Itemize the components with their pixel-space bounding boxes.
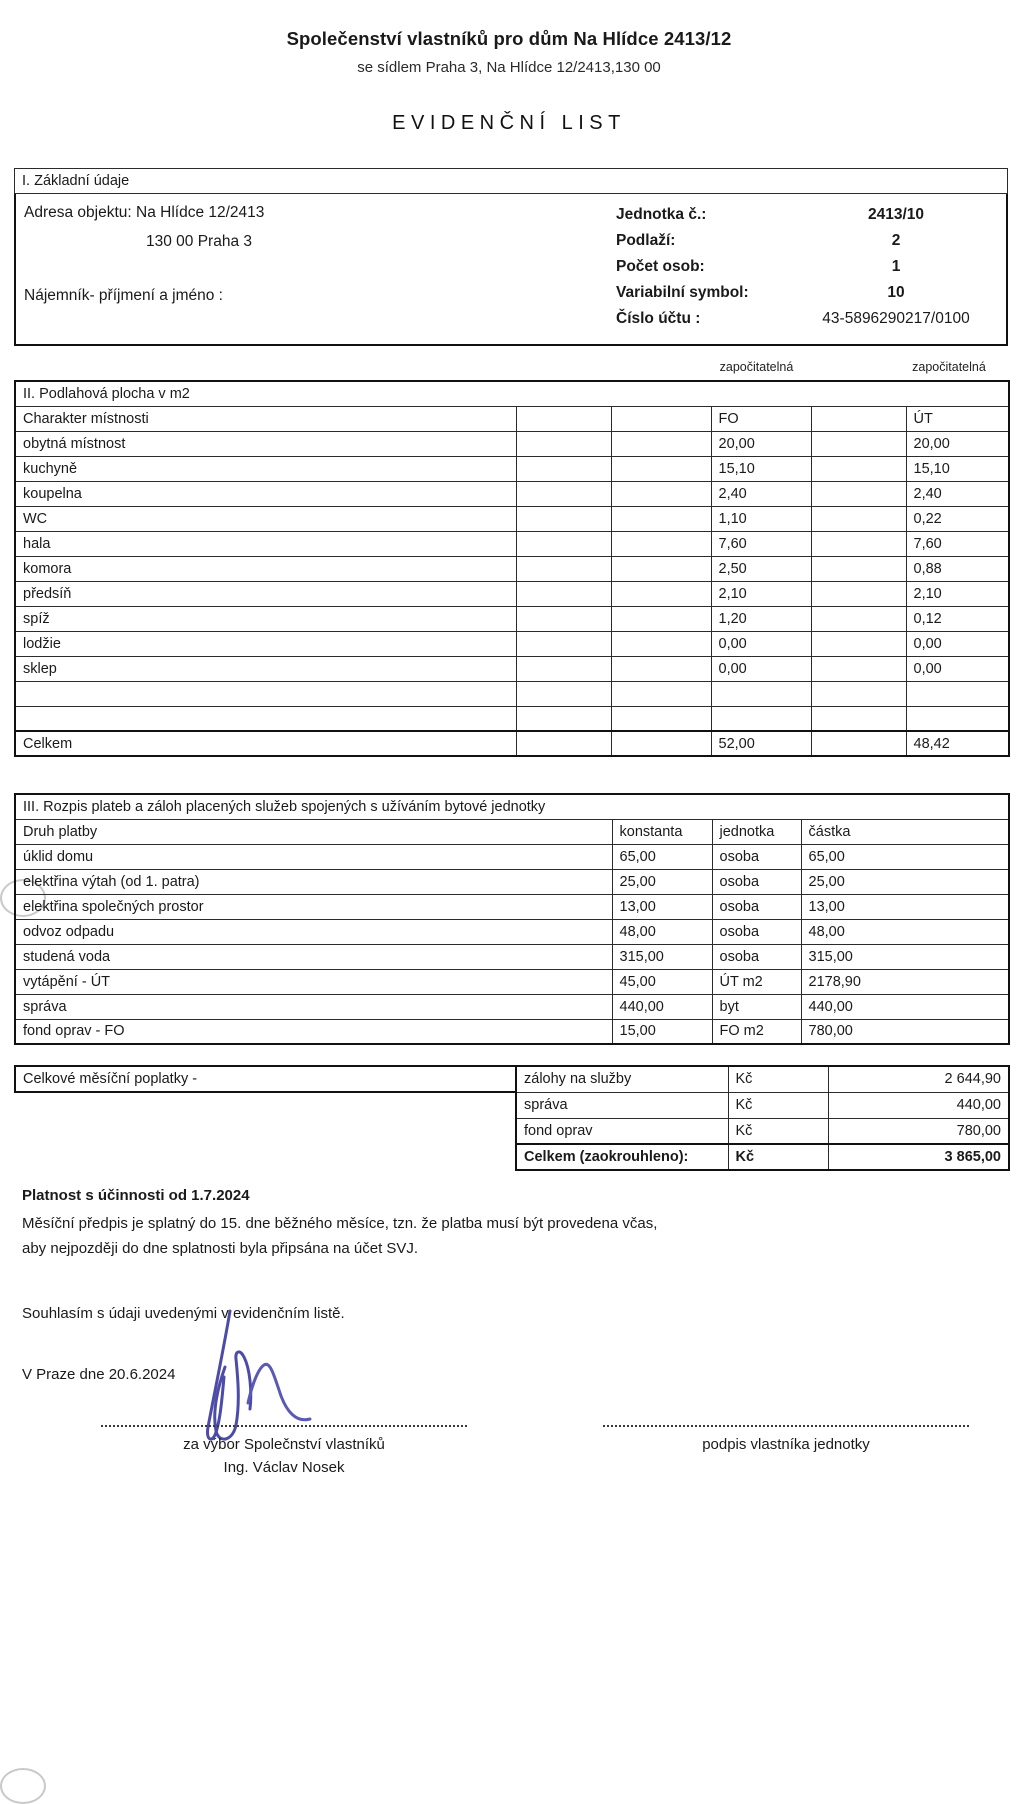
document-type-title: EVIDENČNÍ LIST xyxy=(392,112,626,134)
table-row xyxy=(15,944,1009,969)
summary-name: zálohy na služby xyxy=(516,1066,728,1092)
signature-right xyxy=(516,1425,1018,1453)
room-blank-2 xyxy=(611,556,711,581)
room-name: předsíň xyxy=(15,581,516,606)
summary-rows xyxy=(516,1066,1009,1170)
total-label: Celkem xyxy=(15,731,516,756)
monthly-total-label: Celkové měsíční poplatky - xyxy=(14,1065,515,1093)
payment-type: odvoz odpadu xyxy=(15,919,612,944)
payment-unit: FO m2 xyxy=(712,1019,801,1044)
signature-right-role: podpis vlastníka jednotky xyxy=(702,1436,870,1453)
room-blank-3 xyxy=(811,631,906,656)
table-row xyxy=(15,994,1009,1019)
validity-text: Platnost s účinnosti od 1.7.2024 xyxy=(22,1187,250,1204)
fact-value: 1 xyxy=(891,258,901,275)
room-blank-3 xyxy=(811,681,906,706)
payment-type: správa xyxy=(15,994,612,1019)
summary-currency: Kč xyxy=(728,1118,828,1144)
summary-amount: 2 644,90 xyxy=(828,1066,1009,1092)
room-blank-2 xyxy=(611,606,711,631)
summary-block xyxy=(515,1065,1008,1171)
organization-seat: se sídlem Praha 3, Na Hlídce 12/2413,130 00 xyxy=(357,59,661,76)
payment-constant: 48,00 xyxy=(612,919,712,944)
room-ut-value: 0,22 xyxy=(906,506,1009,531)
fact-label: Variabilní symbol: xyxy=(616,284,749,301)
table-row xyxy=(15,506,1009,531)
section-floor-area xyxy=(14,360,1008,757)
payment-amount: 2178,90 xyxy=(801,969,1009,994)
signature-line-right xyxy=(603,1425,969,1427)
fact-value: 2 xyxy=(891,232,901,249)
payment-type: studená voda xyxy=(15,944,612,969)
room-fo-value: 2,40 xyxy=(711,481,811,506)
note-line-2: aby nejpozději do dne splatnosti byla připsána na účet SVJ. xyxy=(22,1240,419,1257)
room-blank-1 xyxy=(516,681,611,706)
total-fo-value: 52,00 xyxy=(711,731,811,756)
payment-amount: 13,00 xyxy=(801,894,1009,919)
countable-ut-label: započitatelná xyxy=(912,360,986,374)
payment-unit: osoba xyxy=(712,944,801,969)
payment-type: úklid domu xyxy=(15,844,612,869)
room-ut-value: 0,00 xyxy=(906,631,1009,656)
room-blank-2 xyxy=(611,456,711,481)
room-blank-3 xyxy=(811,506,906,531)
table-row xyxy=(15,456,1009,481)
summary-name: fond oprav xyxy=(516,1118,728,1144)
payment-unit: byt xyxy=(712,994,801,1019)
payment-unit: osoba xyxy=(712,869,801,894)
summary-name: správa xyxy=(516,1092,728,1118)
object-address-line: Adresa objektu: Na Hlídce 12/2413 xyxy=(24,204,265,221)
payments-table xyxy=(14,793,1010,1045)
total-blank-3 xyxy=(811,731,906,756)
column-header-ut: ÚT xyxy=(906,406,1009,431)
fact-value: 10 xyxy=(887,284,905,301)
room-ut-value: 0,12 xyxy=(906,606,1009,631)
room-fo-value: 0,00 xyxy=(711,631,811,656)
payment-constant: 25,00 xyxy=(612,869,712,894)
payment-amount: 315,00 xyxy=(801,944,1009,969)
fact-person-count xyxy=(616,254,991,280)
signature-left-name: Ing. Václav Nosek xyxy=(223,1459,345,1476)
object-address-city: 130 00 Praha 3 xyxy=(146,233,253,250)
summary-row xyxy=(516,1144,1009,1170)
fact-label: Jednotka č.: xyxy=(616,206,707,223)
payment-amount: 440,00 xyxy=(801,994,1009,1019)
section-one-title-row xyxy=(15,169,1008,194)
room-name: spíž xyxy=(15,606,516,631)
payment-amount: 25,00 xyxy=(801,869,1009,894)
room-blank-2 xyxy=(611,531,711,556)
room-blank-1 xyxy=(516,431,611,456)
payment-constant: 13,00 xyxy=(612,894,712,919)
room-fo-value: 1,10 xyxy=(711,506,811,531)
table-row xyxy=(15,869,1009,894)
summary-row xyxy=(516,1092,1009,1118)
table-row xyxy=(15,706,1009,731)
column-header-unit: jednotka xyxy=(712,819,801,844)
fact-value: 43-5896290217/0100 xyxy=(822,310,970,327)
room-blank-1 xyxy=(516,556,611,581)
table-row xyxy=(15,844,1009,869)
table-row xyxy=(15,919,1009,944)
room-ut-value: 7,60 xyxy=(906,531,1009,556)
summary-amount: 440,00 xyxy=(828,1092,1009,1118)
floor-area-rows xyxy=(15,431,1009,731)
room-name: hala xyxy=(15,531,516,556)
room-fo-value: 2,10 xyxy=(711,581,811,606)
fact-variable-symbol xyxy=(616,280,991,306)
unit-facts xyxy=(616,202,991,332)
signature-area xyxy=(0,1425,1018,1524)
room-blank-2 xyxy=(611,481,711,506)
payments-header-row xyxy=(15,819,1009,844)
room-name: kuchyně xyxy=(15,456,516,481)
room-blank-3 xyxy=(811,531,906,556)
column-header-fo: FO xyxy=(711,406,811,431)
room-fo-value: 15,10 xyxy=(711,456,811,481)
column-header-amount: částka xyxy=(801,819,1009,844)
room-fo-value: 7,60 xyxy=(711,531,811,556)
room-fo-value: 1,20 xyxy=(711,606,811,631)
payment-unit: ÚT m2 xyxy=(712,969,801,994)
payment-constant: 45,00 xyxy=(612,969,712,994)
room-blank-3 xyxy=(811,656,906,681)
summary-currency: Kč xyxy=(728,1092,828,1118)
room-blank-3 xyxy=(811,456,906,481)
room-ut-value: 20,00 xyxy=(906,431,1009,456)
summary-amount: 780,00 xyxy=(828,1118,1009,1144)
summary-row xyxy=(516,1118,1009,1144)
room-blank-1 xyxy=(516,456,611,481)
section-three-title-row xyxy=(15,794,1009,819)
table-row xyxy=(15,631,1009,656)
section-payments xyxy=(14,793,1008,1045)
payment-unit: osoba xyxy=(712,894,801,919)
section-one-title: I. Základní údaje xyxy=(15,169,1008,194)
table-row xyxy=(15,969,1009,994)
column-header-blank-3 xyxy=(811,406,906,431)
section-two-title-row xyxy=(15,381,1009,406)
room-blank-1 xyxy=(516,531,611,556)
payments-rows xyxy=(15,844,1009,1044)
fact-floor xyxy=(616,228,991,254)
section-two-above-headers xyxy=(14,360,1008,380)
summary-amount: 3 865,00 xyxy=(828,1144,1009,1170)
room-blank-2 xyxy=(611,656,711,681)
payment-amount: 780,00 xyxy=(801,1019,1009,1044)
payment-type: vytápění - ÚT xyxy=(15,969,612,994)
room-name xyxy=(15,706,516,731)
fact-unit-number xyxy=(616,202,991,228)
room-blank-2 xyxy=(611,581,711,606)
room-name: lodžie xyxy=(15,631,516,656)
total-ut-value: 48,42 xyxy=(906,731,1009,756)
table-row xyxy=(15,681,1009,706)
column-header-constant: konstanta xyxy=(612,819,712,844)
payment-amount: 48,00 xyxy=(801,919,1009,944)
room-fo-value: 2,50 xyxy=(711,556,811,581)
section-three-title: III. Rozpis plateb a záloh placených služeb spojených s užíváním bytové jednotky xyxy=(15,794,1009,819)
table-row xyxy=(15,481,1009,506)
payment-amount: 65,00 xyxy=(801,844,1009,869)
room-blank-2 xyxy=(611,431,711,456)
room-name: sklep xyxy=(15,656,516,681)
room-ut-value: 2,40 xyxy=(906,481,1009,506)
payment-type: elektřina výtah (od 1. patra) xyxy=(15,869,612,894)
room-blank-3 xyxy=(811,706,906,731)
room-blank-3 xyxy=(811,481,906,506)
fact-value: 2413/10 xyxy=(867,206,925,223)
table-row xyxy=(15,1019,1009,1044)
floor-area-header-row xyxy=(15,406,1009,431)
room-blank-3 xyxy=(811,431,906,456)
organization-title: Společenství vlastníků pro dům Na Hlídce 2413/12 xyxy=(286,28,732,49)
summary-name: Celkem (zaokrouhleno): xyxy=(516,1144,728,1170)
room-blank-1 xyxy=(516,606,611,631)
summary-currency: Kč xyxy=(728,1144,828,1170)
room-blank-3 xyxy=(811,581,906,606)
section-basic-data xyxy=(14,168,1008,346)
room-blank-3 xyxy=(811,556,906,581)
payment-constant: 315,00 xyxy=(612,944,712,969)
table-row xyxy=(15,656,1009,681)
room-ut-value: 0,88 xyxy=(906,556,1009,581)
room-blank-1 xyxy=(516,631,611,656)
table-row xyxy=(15,556,1009,581)
table-row xyxy=(15,581,1009,606)
footer-notes xyxy=(22,1183,992,1387)
room-blank-1 xyxy=(516,581,611,606)
payment-constant: 15,00 xyxy=(612,1019,712,1044)
scan-blemish-icon xyxy=(0,1768,46,1804)
room-fo-value xyxy=(711,681,811,706)
room-name: obytná místnost xyxy=(15,431,516,456)
payment-constant: 440,00 xyxy=(612,994,712,1019)
column-header-blank-1 xyxy=(516,406,611,431)
room-blank-2 xyxy=(611,681,711,706)
signature-left xyxy=(14,1425,554,1476)
summary-table xyxy=(515,1065,1010,1171)
room-blank-2 xyxy=(611,706,711,731)
section-two-title: II. Podlahová plocha v m2 xyxy=(15,381,1009,406)
room-name: WC xyxy=(15,506,516,531)
floor-area-total-row xyxy=(15,731,1009,756)
room-ut-value xyxy=(906,681,1009,706)
fact-label: Číslo účtu : xyxy=(616,310,701,327)
room-ut-value: 15,10 xyxy=(906,456,1009,481)
column-header-room: Charakter místnosti xyxy=(15,406,516,431)
summary-currency: Kč xyxy=(728,1066,828,1092)
signature-line-left xyxy=(101,1425,467,1427)
room-ut-value xyxy=(906,706,1009,731)
consent-text: Souhlasím s údaji uvedenými v evidenčním listě. xyxy=(22,1305,345,1322)
room-blank-1 xyxy=(516,481,611,506)
table-row xyxy=(15,606,1009,631)
payment-unit: osoba xyxy=(712,919,801,944)
table-row xyxy=(15,894,1009,919)
room-fo-value: 0,00 xyxy=(711,656,811,681)
tenant-name-label: Nájemník- příjmení a jméno : xyxy=(24,287,223,304)
table-row xyxy=(15,431,1009,456)
fact-label: Podlaží: xyxy=(616,232,676,249)
fact-label: Počet osob: xyxy=(616,258,705,275)
note-line-1: Měsíční předpis je splatný do 15. dne běžného měsíce, tzn. že platba musí být provedena včas, xyxy=(22,1215,658,1232)
room-blank-1 xyxy=(516,706,611,731)
room-blank-3 xyxy=(811,606,906,631)
room-name: koupelna xyxy=(15,481,516,506)
place-and-date: V Praze dne 20.6.2024 xyxy=(22,1366,176,1383)
payment-type: fond oprav - FO xyxy=(15,1019,612,1044)
room-name xyxy=(15,681,516,706)
section-one-body xyxy=(14,194,1008,346)
payment-unit: osoba xyxy=(712,844,801,869)
room-ut-value: 0,00 xyxy=(906,656,1009,681)
room-name: komora xyxy=(15,556,516,581)
room-fo-value xyxy=(711,706,811,731)
room-blank-2 xyxy=(611,631,711,656)
column-header-blank-2 xyxy=(611,406,711,431)
document-header xyxy=(0,0,1018,135)
table-row xyxy=(15,531,1009,556)
fact-account-number xyxy=(616,306,991,332)
section-one-title-table xyxy=(14,168,1008,194)
summary-row xyxy=(516,1066,1009,1092)
payment-type: elektřina společných prostor xyxy=(15,894,612,919)
countable-fo-label: započitatelná xyxy=(719,360,794,374)
column-header-payment-type: Druh platby xyxy=(15,819,612,844)
room-ut-value: 2,10 xyxy=(906,581,1009,606)
total-blank-1 xyxy=(516,731,611,756)
payment-constant: 65,00 xyxy=(612,844,712,869)
room-blank-2 xyxy=(611,506,711,531)
floor-area-table xyxy=(14,380,1010,757)
room-blank-1 xyxy=(516,656,611,681)
signature-left-role: za výbor Společnství vlastníků xyxy=(183,1436,385,1453)
room-blank-1 xyxy=(516,506,611,531)
total-blank-2 xyxy=(611,731,711,756)
room-fo-value: 20,00 xyxy=(711,431,811,456)
